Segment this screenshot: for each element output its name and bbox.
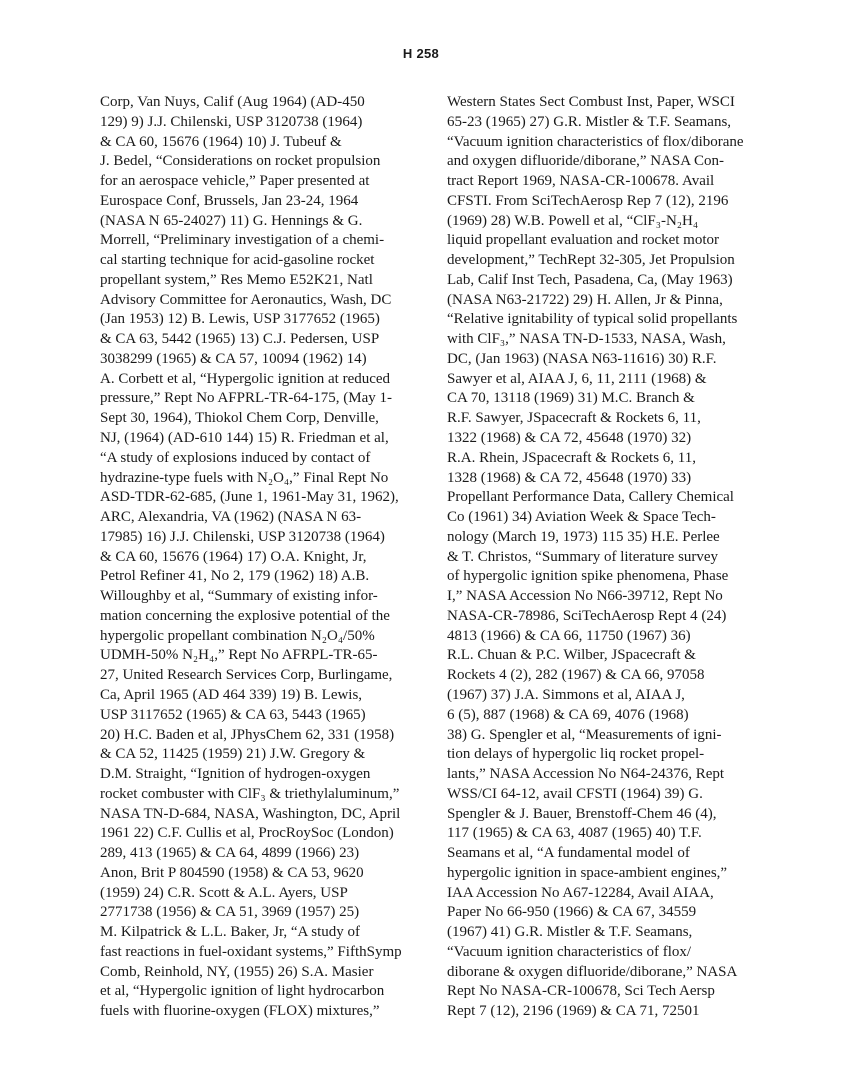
reference-text-line: 1961 22) C.F. Cullis et al, ProcRoySoc (London)	[100, 825, 394, 842]
reference-text-line: for an aerospace vehicle,” Paper presented at	[100, 173, 370, 190]
reference-text-line: 65-23 (1965) 27) G.R. Mistler & T.F. Seamans,	[447, 113, 732, 130]
page-number: H 258	[402, 46, 440, 61]
reference-text-line: (1969) 28) W.B. Powell et al, “ClF₃-N₂H₄	[447, 212, 699, 229]
reference-text-line: and oxygen difluoride/diborane,” NASA Con-	[447, 153, 725, 170]
reference-text-line: & CA 60, 15676 (1964) 10) J. Tubeuf &	[100, 133, 342, 150]
reference-text-line: & CA 63, 5442 (1965) 13) C.J. Pedersen, USP	[100, 331, 380, 348]
reference-text-line: CA 70, 13118 (1969) 31) M.C. Branch &	[447, 390, 695, 407]
reference-text-line: tract Report 1969, NASA-CR-100678. Avail	[447, 173, 715, 190]
reference-text-line: cal starting technique for acid-gasoline rocket	[100, 252, 375, 269]
reference-text-line: lants,” NASA Accession No N64-24376, Rept	[447, 766, 725, 783]
reference-text-line: Sept 30, 1964), Thiokol Chem Corp, Denville,	[100, 410, 379, 427]
reference-text-line: 27, United Research Services Corp, Burlingame,	[100, 667, 393, 684]
reference-text-line: Morrell, “Preliminary investigation of a chemi-	[100, 232, 385, 249]
reference-text-line: fuels with fluorine-oxygen (FLOX) mixtures,”	[100, 1003, 380, 1020]
reference-text-line: 20) H.C. Baden et al, JPhysChem 62, 331 (1958)	[100, 726, 395, 743]
reference-text-line: “Vacuum ignition characteristics of flox/	[447, 943, 692, 960]
reference-text-line: 17985) 16) J.J. Chilenski, USP 3120738 (1964)	[100, 528, 385, 545]
reference-text-line: Paper No 66-950 (1966) & CA 67, 34559	[447, 904, 697, 921]
reference-text-line: et al, “Hypergolic ignition of light hydrocarbon	[100, 983, 385, 1000]
reference-text-line: (NASA N63-21722) 29) H. Allen, Jr & Pinna,	[447, 291, 723, 308]
reference-text-line: “A study of explosions induced by contact of	[100, 449, 371, 466]
reference-text-line: Advisory Committee for Aeronautics, Wash, DC	[100, 291, 392, 308]
reference-text-line: CFSTI. From SciTechAerosp Rep 7 (12), 2196	[447, 192, 729, 209]
reference-text-line: 289, 413 (1965) & CA 64, 4899 (1966) 23)	[100, 845, 360, 862]
reference-text-line: NASA TN-D-684, NASA, Washington, DC, April	[100, 805, 401, 822]
reference-text-line: Sawyer et al, AIAA J, 6, 11, 2111 (1968) &	[447, 370, 707, 387]
reference-text-line: Spengler & J. Bauer, Brenstoff-Chem 46 (4),	[447, 805, 717, 822]
reference-text-line: hydrazine-type fuels with N₂O₄,” Final Rept No	[100, 469, 389, 486]
reference-text-line: fast reactions in fuel-oxidant systems,” FifthSymp	[100, 943, 402, 960]
reference-text-line: tion delays of hypergolic liq rocket propel-	[447, 746, 705, 763]
reference-text-line: DC, (Jan 1963) (NASA N63-11616) 30) R.F.	[447, 350, 717, 367]
reference-text-line: Seamans et al, “A fundamental model of	[447, 845, 690, 862]
reference-text-line: hypergolic propellant combination N₂O₄/50%	[100, 627, 375, 644]
reference-text-line: “Relative ignitability of typical solid propellants	[447, 311, 738, 328]
reference-text-line: 6 (5), 887 (1968) & CA 69, 4076 (1968)	[447, 706, 689, 723]
reference-text-line: USP 3117652 (1965) & CA 63, 5443 (1965)	[100, 706, 366, 723]
reference-text-line: J. Bedel, “Considerations on rocket propulsion	[100, 153, 381, 170]
reference-text-line: (1967) 37) J.A. Simmons et al, AIAA J,	[447, 686, 685, 703]
reference-text-line: (NASA N 65-24027) 11) G. Hennings & G.	[100, 212, 363, 229]
reference-text-line: hypergolic ignition in space-ambient engines,”	[447, 864, 728, 881]
reference-text-line: D.M. Straight, “Ignition of hydrogen-oxygen	[100, 766, 371, 783]
reference-text-line: NASA-CR-78986, SciTechAerosp Rept 4 (24)	[447, 607, 727, 624]
reference-text-line: (Jan 1953) 12) B. Lewis, USP 3177652 (1965)	[100, 311, 380, 328]
reference-text-line: ASD-TDR-62-685, (June 1, 1961-May 31, 1962),	[100, 489, 399, 506]
reference-text-line: 4813 (1966) & CA 66, 11750 (1967) 36)	[447, 627, 691, 644]
reference-text-line: R.F. Sawyer, JSpacecraft & Rockets 6, 11,	[447, 410, 701, 427]
reference-text-line: development,” TechRept 32-305, Jet Propulsion	[447, 252, 735, 269]
reference-text-line: diborane & oxygen difluoride/diborane,” NASA	[447, 963, 738, 980]
reference-text-line: with ClF₃,” NASA TN-D-1533, NASA, Wash,	[447, 331, 726, 348]
reference-text-line: Anon, Brit P 804590 (1958) & CA 53, 9620	[100, 864, 364, 881]
reference-text-line: 3038299 (1965) & CA 57, 10094 (1962) 14)	[100, 350, 367, 367]
reference-text-line: Petrol Refiner 41, No 2, 179 (1962) 18) A.B.	[100, 568, 370, 585]
reference-text-line: Comb, Reinhold, NY, (1955) 26) S.A. Masier	[100, 963, 374, 980]
reference-text-line: Lab, Calif Inst Tech, Pasadena, Ca, (May 1963)	[447, 271, 733, 288]
reference-text-line: rocket combuster with ClF₃ & triethylaluminum,”	[100, 785, 400, 802]
reference-text-line: Western States Sect Combust Inst, Paper, WSCI	[447, 94, 735, 110]
reference-text-line: WSS/CI 64-12, avail CFSTI (1964) 39) G.	[447, 785, 703, 802]
reference-text-line: Eurospace Conf, Brussels, Jan 23-24, 1964	[100, 192, 359, 209]
reference-text-line: Propellant Performance Data, Callery Chemical	[447, 489, 734, 506]
reference-text-line: Corp, Van Nuys, Calif (Aug 1964) (AD-450	[100, 94, 365, 110]
reference-text-line: & T. Christos, “Summary of literature survey	[447, 548, 719, 565]
reference-text-line: 2771738 (1956) & CA 51, 3969 (1957) 25)	[100, 904, 360, 921]
reference-text-line: A. Corbett et al, “Hypergolic ignition at reduced	[100, 370, 391, 387]
reference-text-line: 1322 (1968) & CA 72, 45648 (1970) 32)	[447, 430, 692, 447]
reference-text-line: 129) 9) J.J. Chilenski, USP 3120738 (1964)	[100, 113, 363, 130]
reference-text-line: NJ, (1964) (AD-610 144) 15) R. Friedman et al,	[100, 430, 389, 447]
reference-text-line: 38) G. Spengler et al, “Measurements of igni-	[447, 726, 722, 743]
reference-text-line: I,” NASA Accession No N66-39712, Rept No	[447, 588, 723, 605]
reference-text-line: Rept No NASA-CR-100678, Sci Tech Aersp	[447, 983, 715, 1000]
reference-text-line: pressure,” Rept No AFPRL-TR-64-175, (May 1-	[100, 390, 393, 407]
reference-text-line: ARC, Alexandria, VA (1962) (NASA N 63-	[100, 509, 362, 526]
reference-text-line: R.A. Rhein, JSpacecraft & Rockets 6, 11,	[447, 449, 696, 466]
reference-text-line: 1328 (1968) & CA 72, 45648 (1970) 33)	[447, 469, 692, 486]
left-column	[100, 93, 418, 1022]
reference-text-line: “Vacuum ignition characteristics of flox/diborane	[447, 133, 744, 150]
reference-text-line: Ca, April 1965 (AD 464 339) 19) B. Lewis,	[100, 686, 363, 703]
reference-text-line: Willoughby et al, “Summary of existing infor-	[100, 588, 378, 605]
reference-text-line: IAA Accession No A67-12284, Avail AIAA,	[447, 884, 714, 901]
reference-text-line: Rockets 4 (2), 282 (1967) & CA 66, 97058	[447, 667, 705, 684]
reference-text-line: Rept 7 (12), 2196 (1969) & CA 71, 72501	[447, 1003, 700, 1020]
reference-text-line: (1967) 41) G.R. Mistler & T.F. Seamans,	[447, 924, 693, 941]
reference-text-line: UDMH-50% N₂H₄,” Rept No AFRPL-TR-65-	[100, 647, 378, 664]
reference-text-line: & CA 60, 15676 (1964) 17) O.A. Knight, Jr,	[100, 548, 367, 565]
reference-text-line: mation concerning the explosive potential of the	[100, 607, 390, 624]
reference-text-line: liquid propellant evaluation and rocket motor	[447, 232, 720, 249]
reference-text-line: R.L. Chuan & P.C. Wilber, JSpacecraft &	[447, 647, 696, 664]
reference-text-line: nology (March 19, 1973) 115 35) H.E. Perlee	[447, 528, 720, 545]
reference-text-line: of hypergolic ignition spike phenomena, Phase	[447, 568, 729, 585]
reference-text-line: M. Kilpatrick & L.L. Baker, Jr, “A study of	[100, 924, 361, 941]
reference-text-line: & CA 52, 11425 (1959) 21) J.W. Gregory &	[100, 746, 366, 763]
reference-text-line: propellant system,” Res Memo E52K21, Natl	[100, 271, 373, 288]
reference-text-line: Co (1961) 34) Aviation Week & Space Tech-	[447, 509, 716, 526]
reference-text-line: (1959) 24) C.R. Scott & A.L. Ayers, USP	[100, 884, 348, 901]
reference-text-line: 117 (1965) & CA 63, 4087 (1965) 40) T.F.	[447, 825, 702, 842]
right-column	[447, 93, 765, 1022]
